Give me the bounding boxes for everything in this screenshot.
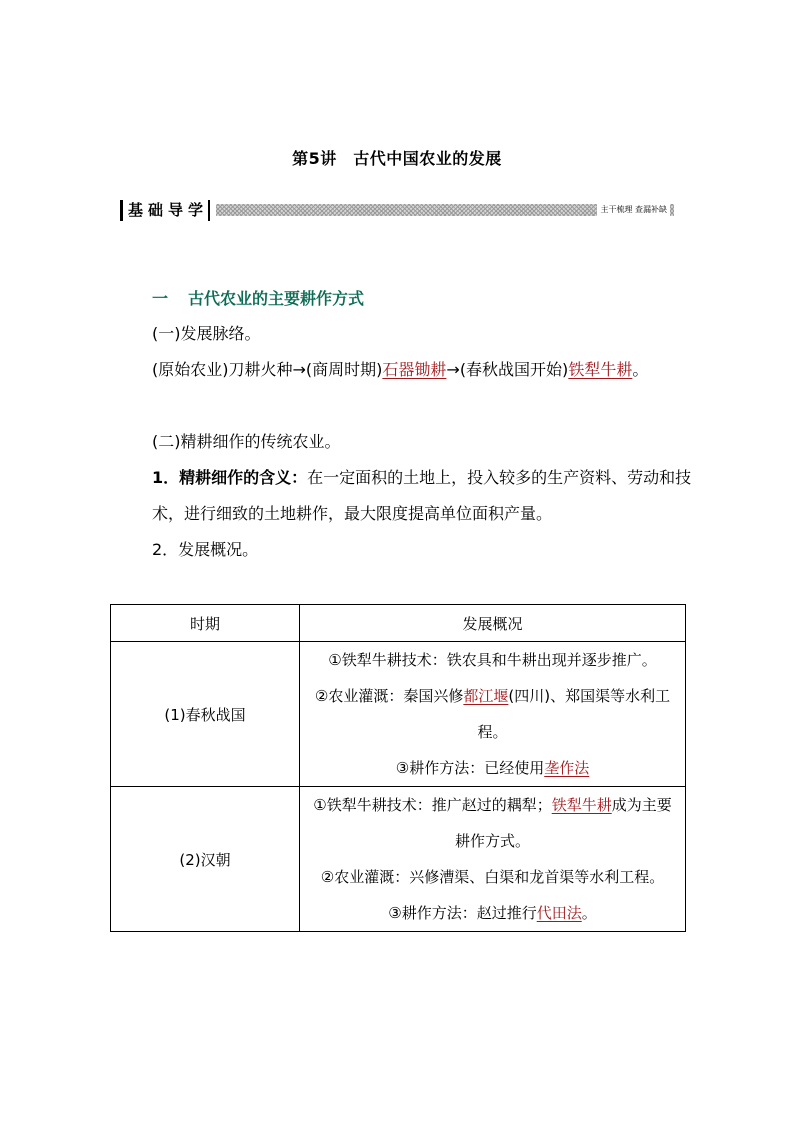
header-overview: 发展概况 bbox=[300, 605, 686, 642]
flow-text-3: 。 bbox=[632, 360, 649, 379]
item-2-heading: 2．发展概况。 bbox=[152, 540, 259, 559]
content-line bbox=[306, 678, 679, 750]
content-text: ③耕作方法：赵过推行 bbox=[388, 904, 537, 922]
content-highlight: 铁犁牛耕 bbox=[551, 796, 612, 814]
content-highlight: 垄作法 bbox=[544, 759, 590, 777]
table-row bbox=[111, 787, 686, 932]
row-content bbox=[300, 642, 686, 787]
row-period: (1)春秋战国 bbox=[111, 642, 300, 787]
definition-label: 1．精耕细作的含义： bbox=[152, 468, 308, 487]
content-line bbox=[306, 750, 679, 786]
content-line: ①铁犁牛耕技术：铁农具和牛耕出现并逐步推广。 bbox=[328, 651, 657, 669]
banner-label: 基础导学 bbox=[120, 200, 210, 221]
section-number: 一 bbox=[152, 289, 169, 308]
development-flow bbox=[112, 352, 692, 388]
table-row bbox=[111, 642, 686, 787]
row-content bbox=[300, 787, 686, 932]
banner-subtitle: 主干梳理 查漏补缺 bbox=[597, 204, 670, 216]
content-text: 。 bbox=[581, 904, 597, 922]
content-text: (四川)、郑国渠等水利工程。 bbox=[477, 687, 671, 741]
page-title: 第5讲 古代中国农业的发展 bbox=[292, 149, 502, 168]
content-highlight: 代田法 bbox=[536, 904, 582, 922]
subsection-heading-1: (一)发展脉络。 bbox=[152, 324, 261, 343]
subsection-heading-2: (二)精耕细作的传统农业。 bbox=[152, 432, 341, 451]
content-text: ①铁犁牛耕技术：推广赵过的耦犁； bbox=[313, 796, 552, 814]
development-table bbox=[110, 604, 686, 932]
content-text: ③耕作方法：已经使用 bbox=[395, 759, 545, 777]
header-period: 时期 bbox=[111, 605, 300, 642]
content-text: ②农业灌溉：秦国兴修 bbox=[314, 687, 464, 705]
content-line: ②农业灌溉：兴修漕渠、白渠和龙首渠等水利工程。 bbox=[320, 868, 665, 886]
definition-text: 在一定面积的土地上，投入较多的生产资料、劳动和技术，进行细致的土地耕作，最大限度提高单位面积产量。 bbox=[152, 468, 692, 523]
section-heading bbox=[152, 286, 364, 309]
section-banner bbox=[120, 200, 674, 221]
content-line bbox=[306, 895, 679, 931]
content-line bbox=[306, 787, 679, 859]
content-text: 成为主要耕作方式。 bbox=[454, 796, 672, 850]
section-title: 古代农业的主要耕作方式 bbox=[188, 289, 365, 308]
flow-text-2: →(春秋战国开始) bbox=[446, 360, 569, 379]
flow-highlight-1: 石器锄耕 bbox=[382, 360, 447, 379]
table-header-row bbox=[111, 605, 686, 642]
content-highlight: 都江堰 bbox=[463, 687, 509, 705]
row-period: (2)汉朝 bbox=[111, 787, 300, 932]
definition-paragraph bbox=[112, 460, 692, 532]
flow-highlight-2: 铁犁牛耕 bbox=[568, 360, 633, 379]
flow-text-1: (原始农业)刀耕火种→(商周时期) bbox=[152, 360, 383, 379]
